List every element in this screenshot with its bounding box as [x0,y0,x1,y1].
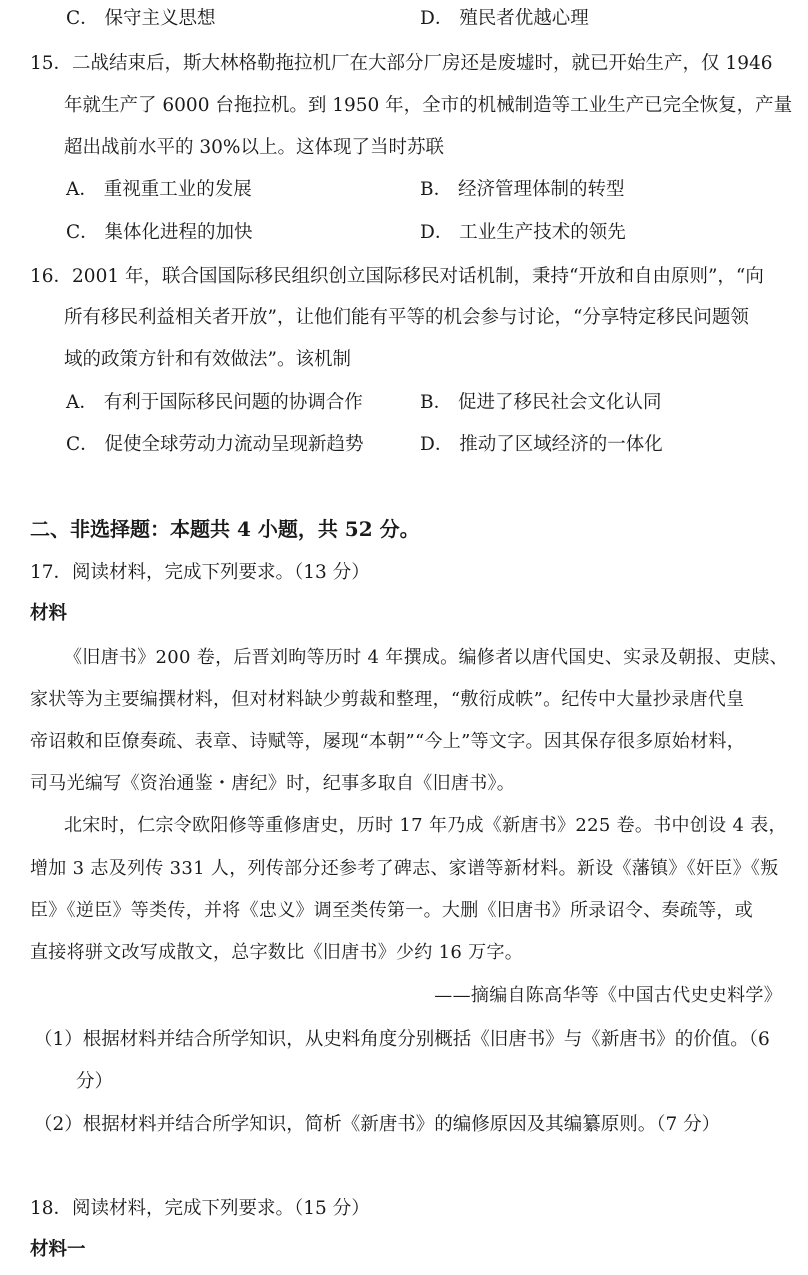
q17-sub-question-1-line-2: 分） [76,1071,114,1092]
q16-stem-line-1: 16．2001 年，联合国国际移民组织创立国际移民对话机制，秉持“开放和自由原则”，“向 [30,266,764,287]
q17-material-p2-line-1: 北宋时，仁宗令欧阳修等重修唐史，历时 17 年乃成《新唐书》225 卷。书中创设 4 表， [64,815,787,836]
q16-option-d: D． 推动了区域经济的一体化 [420,434,663,455]
q16-option-a: A． 有利于国际移民问题的协调合作 [66,392,363,413]
q17-material-label: 材料 [30,603,68,624]
q17-sub-question-2: （2）根据材料并结合所学知识，简析《新唐书》的编修原因及其编纂原则。（7 分） [34,1114,721,1135]
q14-option-c: C． 保守主义思想 [66,8,216,29]
q17-source-citation: ——摘编自陈高华等《中国古代史史料学》 [434,985,782,1006]
q15-stem-line-3: 超出战前水平的 30%以上。这体现了当时苏联 [64,137,445,158]
q17-material-p1-line-4: 司马光编写《资治通鉴・唐纪》时，纪事多取自《旧唐书》。 [30,773,516,794]
q15-stem-line-2: 年就生产了 6000 台拖拉机。到 1950 年，全市的机械制造等工业生产已完全恢复，产量 [64,95,793,116]
q17-material-p2-line-4: 直接将骈文改写成散文，总字数比《旧唐书》少约 16 万字。 [30,942,524,963]
q17-stem: 17．阅读材料，完成下列要求。（13 分） [30,562,370,583]
q17-material-p1-line-3: 帝诏敕和臣僚奏疏、表章、诗赋等，屡现“本朝”“今上”等文字。因其保存很多原始材料， [30,731,746,752]
q15-option-b: B． 经济管理体制的转型 [420,179,625,200]
section-2-heading: 二、非选择题：本题共 4 小题，共 52 分。 [30,517,420,541]
q17-material-p1-line-1: 《旧唐书》200 卷，后晋刘昫等历时 4 年撰成。编修者以唐代国史、实录及朝报、吏牍、 [64,647,788,668]
q16-option-b: B． 促进了移民社会文化认同 [420,392,662,413]
q17-material-p2-line-2: 增加 3 志及列传 331 人，列传部分还参考了碑志、家谱等新材料。新设《藩镇》《奸臣》《叛 [30,858,779,879]
q17-material-p1-line-2: 家状等为主要编撰材料，但对材料缺少剪裁和整理，“敷衍成帙”。纪传中大量抄录唐代皇 [30,689,745,710]
q18-stem: 18．阅读材料，完成下列要求。（15 分） [30,1198,370,1219]
q15-option-d: D． 工业生产技术的领先 [420,222,626,243]
q17-material-p2-line-3: 臣》《逆臣》等类传，并将《忠义》调至类传第一。大删《旧唐书》所录诏令、奏疏等，或 [30,900,753,921]
q15-option-a: A． 重视重工业的发展 [66,179,252,200]
q17-sub-question-1-line-1: （1）根据材料并结合所学知识，从史料角度分别概括《旧唐书》与《新唐书》的价值。（6 [34,1029,770,1050]
q16-stem-line-3: 域的政策方针和有效做法”。该机制 [64,349,351,370]
q14-option-d: D． 殖民者优越心理 [420,8,589,29]
q18-material-label: 材料一 [30,1239,86,1260]
q15-option-c: C． 集体化进程的加快 [66,222,253,243]
q16-option-c: C． 促使全球劳动力流动呈现新趋势 [66,434,364,455]
q16-stem-line-2: 所有移民利益相关者开放”，让他们能有平等的机会参与讨论，“分享特定移民问题领 [64,307,749,328]
q15-stem-line-1: 15．二战结束后，斯大林格勒拖拉机厂在大部分厂房还是废墟时，就已开始生产，仅 1946 [30,53,773,74]
